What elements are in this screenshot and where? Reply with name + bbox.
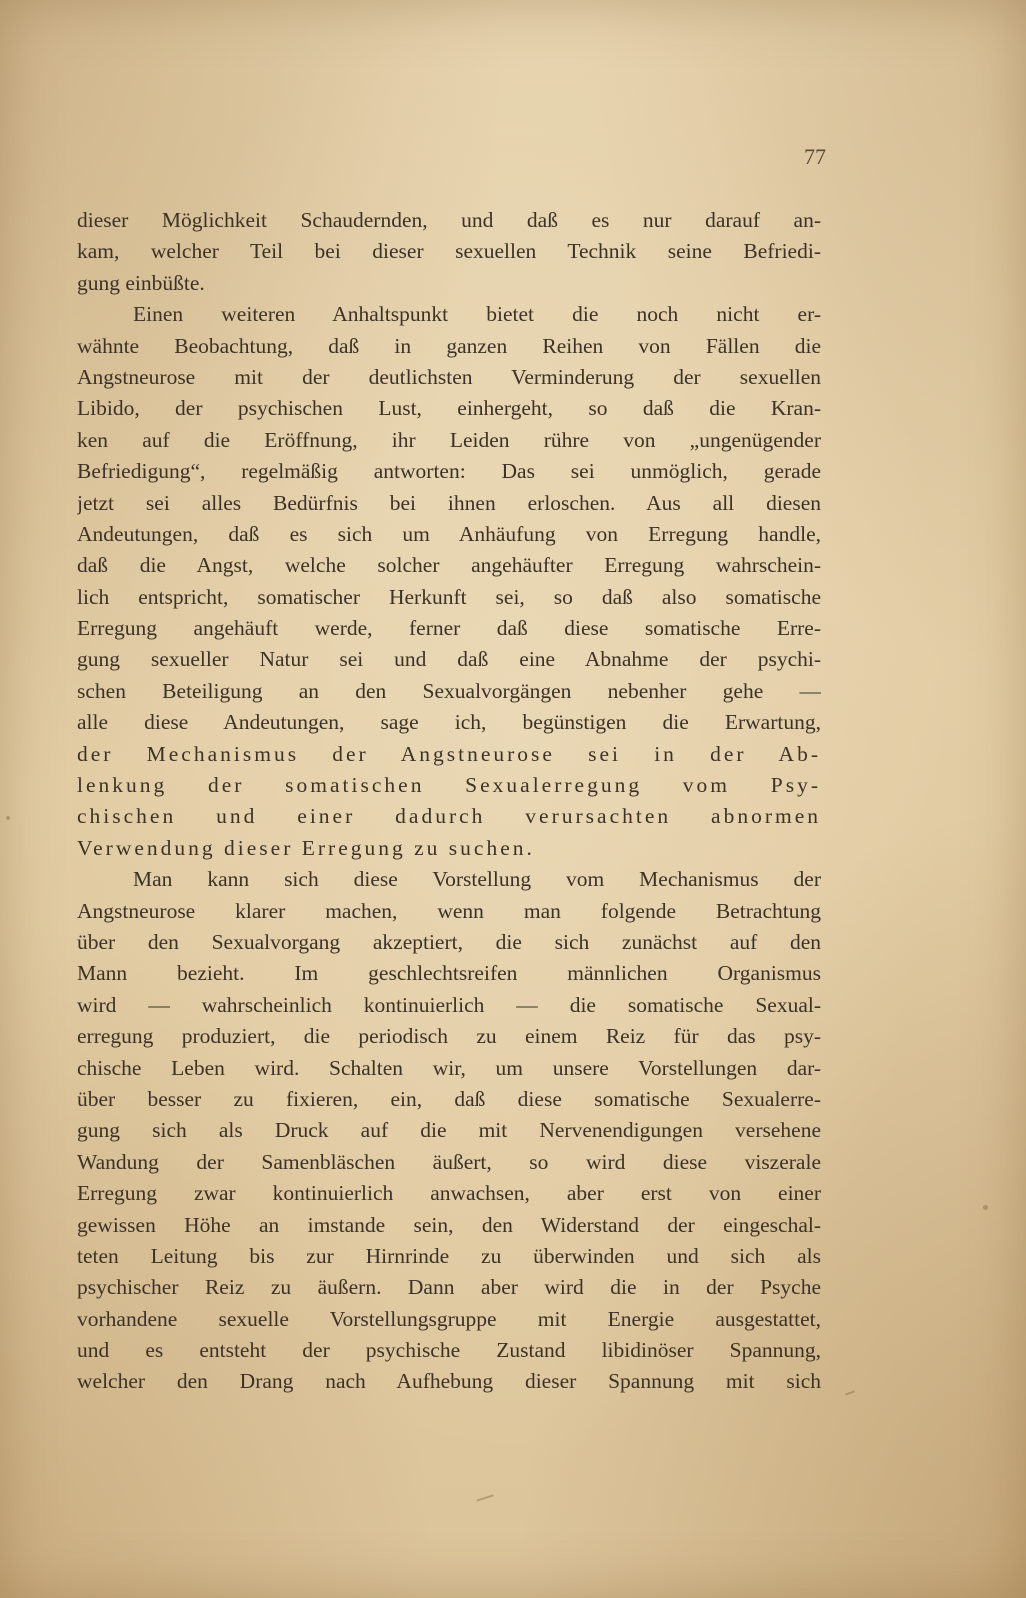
paper-speck bbox=[476, 1494, 494, 1501]
text-line-spaced: chischen und einer dadurch verursachten abnormen bbox=[77, 804, 821, 829]
text-line: vorhandene sexuelle Vorstellungsgruppe mit Energie ausgestattet, bbox=[77, 1306, 821, 1331]
paper-speck bbox=[845, 1390, 855, 1395]
text-line: und es entsteht der psychische Zustand libidinöser Spannung, bbox=[77, 1338, 821, 1363]
page-number: 77 bbox=[804, 144, 826, 169]
text-line-spaced: lenkung der somatischen Sexualerregung vom Psy- bbox=[77, 773, 821, 798]
paper-speck bbox=[983, 1205, 988, 1210]
text-line: chische Leben wird. Schalten wir, um unsere Vorstellungen dar- bbox=[77, 1055, 821, 1080]
text-line: wähnte Beobachtung, daß in ganzen Reihen von Fällen die bbox=[77, 333, 821, 358]
text-line: Man kann sich diese Vorstellung vom Mechanismus der bbox=[133, 867, 821, 892]
text-line: gewissen Höhe an imstande sein, den Widerstand der eingeschal- bbox=[77, 1212, 821, 1237]
text-line: über den Sexualvorgang akzeptiert, die sich zunächst auf den bbox=[77, 929, 821, 954]
text-line: Erregung zwar kontinuierlich anwachsen, aber erst von einer bbox=[77, 1181, 821, 1206]
text-line: Einen weiteren Anhaltspunkt bietet die noch nicht er- bbox=[133, 302, 821, 327]
text-line: erregung produziert, die periodisch zu einem Reiz für das psy- bbox=[77, 1024, 821, 1049]
text-line: gung einbüßte. bbox=[77, 270, 205, 295]
text-line: Libido, der psychischen Lust, einhergeht, so daß die Kran- bbox=[77, 396, 821, 421]
text-line-spaced: Verwendung dieser Erregung zu suchen. bbox=[77, 835, 535, 860]
text-line: lich entspricht, somatischer Herkunft sei, so daß also somatische bbox=[77, 584, 821, 609]
text-line: über besser zu fixieren, ein, daß diese somatische Sexualerre- bbox=[77, 1086, 821, 1111]
text-line: Befriedigung“, regelmäßig antworten: Das sei unmöglich, gerade bbox=[77, 459, 821, 484]
text-line: gung sich als Druck auf die mit Nervenendigungen versehene bbox=[77, 1118, 821, 1143]
text-line: gung sexueller Natur sei und daß eine Abnahme der psychi- bbox=[77, 647, 821, 672]
text-line: dieser Möglichkeit Schaudernden, und daß es nur darauf an- bbox=[77, 208, 821, 232]
text-line: ken auf die Eröffnung, ihr Leiden rühre von „ungenügender bbox=[77, 427, 821, 452]
text-line: psychischer Reiz zu äußern. Dann aber wird die in der Psyche bbox=[77, 1275, 821, 1300]
text-line: Andeutungen, daß es sich um Anhäufung von Erregung handle, bbox=[77, 521, 821, 546]
text-line: Erregung angehäuft werde, ferner daß diese somatische Erre- bbox=[77, 616, 821, 641]
body-text bbox=[77, 205, 821, 1398]
text-line: kam, welcher Teil bei dieser sexuellen Technik seine Befriedi- bbox=[77, 239, 821, 264]
text-line: Mann bezieht. Im geschlechtsreifen männlichen Organismus bbox=[77, 961, 821, 986]
text-line: teten Leitung bis zur Hirnrinde zu überwinden und sich als bbox=[77, 1243, 821, 1268]
text-line: alle diese Andeutungen, sage ich, begünstigen die Erwartung, bbox=[77, 710, 821, 735]
text-line-spaced: der Mechanismus der Angstneurose sei in der Ab- bbox=[77, 741, 821, 766]
text-line: wird — wahrscheinlich kontinuierlich — die somatische Sexual- bbox=[77, 992, 821, 1017]
text-line: Angstneurose mit der deutlichsten Verminderung der sexuellen bbox=[77, 364, 821, 389]
text-line: welcher den Drang nach Aufhebung dieser Spannung mit sich bbox=[77, 1369, 821, 1394]
text-line: Wandung der Samenbläschen äußert, so wird diese viszerale bbox=[77, 1149, 821, 1174]
text-line: daß die Angst, welche solcher angehäufter Erregung wahrschein- bbox=[77, 553, 821, 578]
text-line: schen Beteiligung an den Sexualvorgängen nebenher gehe — bbox=[77, 678, 821, 703]
text-line: Angstneurose klarer machen, wenn man folgende Betrachtung bbox=[77, 898, 821, 923]
text-line: jetzt sei alles Bedürfnis bei ihnen erloschen. Aus all diesen bbox=[77, 490, 821, 515]
paper-speck bbox=[6, 816, 10, 820]
